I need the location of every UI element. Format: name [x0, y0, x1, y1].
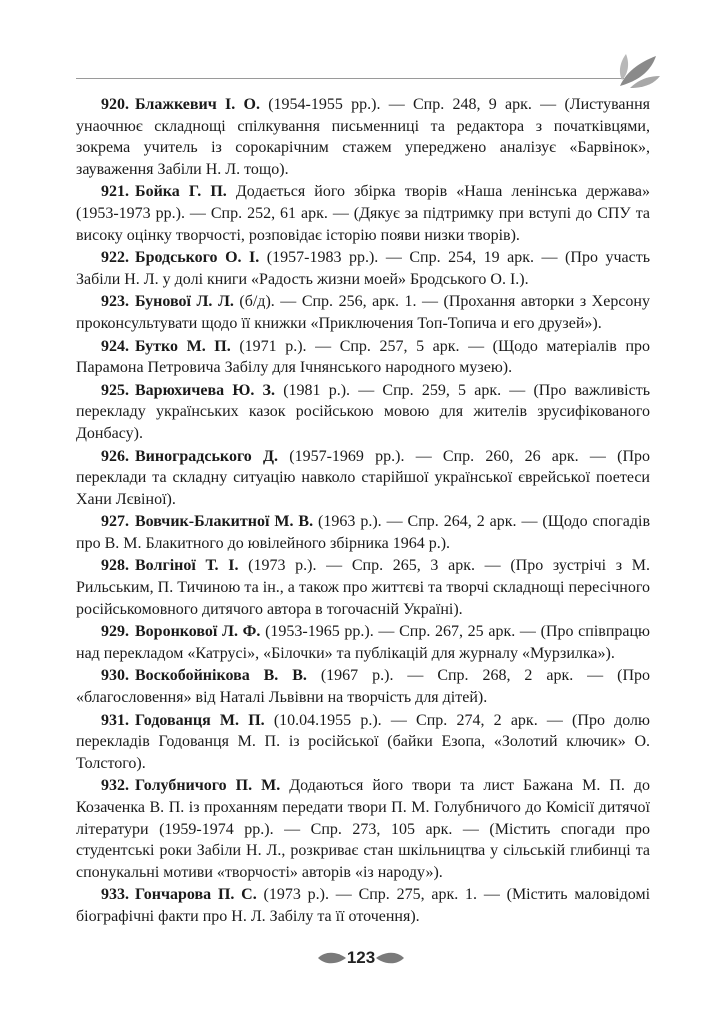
entry-text: (1971 р.). — Спр. 257, 5 арк. — (Щодо матеріалів про Парамона Петровича Забілу для Ічнянського народного музею). [76, 337, 651, 377]
list-item [76, 181, 650, 246]
entry-number: 933. [101, 886, 129, 904]
entry-number: 926. [101, 447, 129, 465]
entry-text: (б/д). — Спр. 256, арк. 1. — (Прохання авторки з Херсону проконсультувати щодо її книжки «Приключения Топ-Топича и его друзей»). [76, 293, 650, 332]
entry-text: (1957-1969 рр.). — Спр. 260, 26 арк. — (Про переклади та складну ситуацію навколо старійшої української єврейської поетеси Хани Лєвіної). [76, 447, 651, 508]
entry-number: 929. [101, 623, 129, 641]
entry-name: Годованця М. П. [135, 711, 265, 729]
entry-number: 930. [101, 667, 129, 685]
entry-name: Бойка Г. П. [135, 183, 227, 201]
list-item [76, 555, 650, 620]
entry-name: Бунової Л. Л. [135, 293, 234, 311]
list-item [76, 446, 650, 511]
entry-number: 927. [101, 513, 129, 531]
entry-name: Бутко М. П. [135, 337, 231, 355]
entry-number: 923. [101, 293, 129, 311]
entry-text: (1981 р.). — Спр. 259, 5 арк. — (Про важливість перекладу українських казок російською мовою для жителів зрусифікованого Донбасу). [76, 381, 650, 442]
page-number: 123 [346, 948, 376, 967]
entry-number: 925. [101, 381, 129, 399]
entry-text: (1963 р.). — Спр. 264, 2 арк. — (Щодо спогадів про В. М. Блакитного до ювілейного збірника 1964 р.). [76, 513, 650, 552]
list-item [76, 665, 650, 708]
entry-name: Бродського О. І. [135, 249, 260, 267]
entry-name: Гончарова П. С. [135, 886, 257, 904]
list-item [76, 380, 650, 445]
list-item [76, 884, 650, 927]
entry-name: Воронкової Л. Ф. [135, 623, 261, 641]
list-item [76, 247, 650, 290]
entry-number: 932. [101, 777, 129, 795]
entry-number: 924. [101, 337, 129, 355]
list-item [76, 775, 650, 883]
entry-text: Додаються його твори та лист Бажана М. П. до Козаченка В. П. із проханням передати твори П. М. Голубничого до Комісії дитячої літератури (1959-1974 рр.). — Спр. 273, 105 арк. — (Містить спогади про студентські роки Забіли Н. Л., розкриває стан шкільництва у сільській глибинці та спонукальні мотиви «творчості» авторів «із народу»). [76, 777, 651, 881]
entry-number: 931. [101, 711, 129, 729]
list-item [76, 511, 650, 554]
entry-number: 920. [101, 96, 129, 113]
leaf-ornament-icon [612, 50, 662, 90]
header-rule [76, 78, 624, 79]
entry-text: (1953-1965 рр.). — Спр. 267, 25 арк. — (Про співпрацю над перекладом «Катрусі», «Білочки» та публікацій для журналу «Мурзилка»). [76, 623, 650, 662]
entry-name: Варюхичева Ю. З. [135, 381, 275, 399]
entry-number: 922. [101, 249, 129, 267]
entry-name: Волгіної Т. І. [135, 557, 239, 575]
list-item [76, 621, 650, 664]
entry-name: Голубничого П. М. [135, 777, 281, 795]
list-item [76, 336, 650, 379]
list-item [76, 710, 650, 775]
entry-number: 921. [101, 183, 129, 201]
entry-text: (1954-1955 рр.). — Спр. 248, 9 арк. — (Листування унаочнює складнощі спілкування письменниці та редактора з початківцями, зокрема учитель із сорокарічним стажем упереджено аналізує «Барвінок», зауваження Забіли Н. Л. тощо). [76, 96, 650, 178]
list-item [76, 291, 650, 334]
entry-name: Вовчик-Блакитної М. В. [135, 513, 314, 531]
entries-list [76, 94, 650, 929]
entry-text: (1973 р.). — Спр. 265, 3 арк. — (Про зустрічі з М. Рильським, П. Тичиною та ін., а також про життєві та творчі складнощі пересічного російськомовного дитячого автора в тогочасній Україні). [76, 557, 651, 618]
entry-number: 928. [101, 557, 129, 575]
list-item [76, 94, 650, 180]
entry-text: (1973 р.). — Спр. 275, арк. 1. — (Містить маловідомі біографічні факти про Н. Л. Забілу та її оточення). [76, 886, 651, 925]
entry-name: Воскобойнікова В. В. [135, 667, 307, 685]
entry-text: Додається його збірка творів «Наша ленінська держава» (1953-1973 рр.). — Спр. 252, 61 арк. — (Дякує за підтримку при вступі до СПУ та високу оцінку творчості, розповідає історію появи низки творів). [76, 183, 651, 244]
entry-text: (1957-1983 рр.). — Спр. 254, 19 арк. — (Про участь Забіли Н. Л. у долі книги «Радость жизни моей» Бродського О. І.). [76, 249, 651, 288]
entry-name: Блажкевич І. О. [135, 96, 260, 113]
entry-text: (1967 р.). — Спр. 268, 2 арк. — (Про «благословення» від Наталі Львівни на творчість для дітей). [76, 667, 650, 707]
entry-name: Виноградського Д. [135, 447, 279, 465]
entry-text: (10.04.1955 р.). — Спр. 274, 2 арк. — (Про долю перекладів Годованця М. П. із російської (байки Езопа, «Золотий ключик» О. Толстого). [76, 711, 650, 772]
